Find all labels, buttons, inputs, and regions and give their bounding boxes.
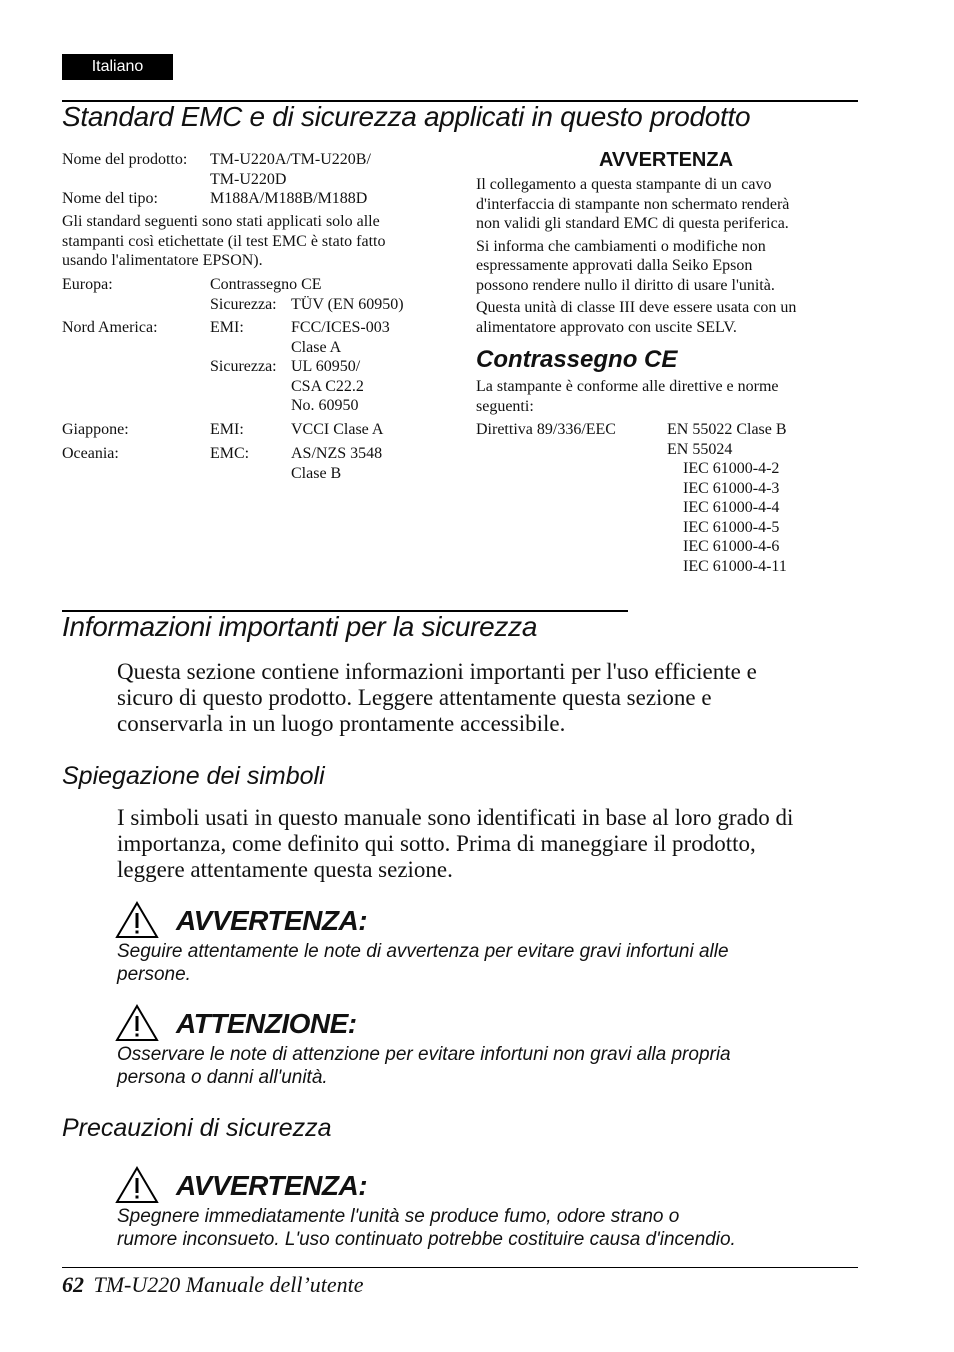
ce-mark-heading: Contrassegno CE [476,346,678,373]
region-value: Contrassegno CE [210,276,322,293]
footer [62,1272,364,1298]
warning-text-line: persone. [117,964,191,985]
product-name-value-2: TM-U220D [210,170,287,188]
warning-triangle-icon [115,1166,159,1204]
region-label: Nord America: [62,319,158,336]
emc-warning-heading: AVVERTENZA [598,149,734,171]
warning-line: Questa unità di classe III deve essere usata con un [476,299,797,316]
iec-norm: IEC 61000-4-4 [683,499,780,516]
emi-value-2: Clase A [291,338,342,356]
symbols-line: leggere attentamente questa sezione. [117,857,453,882]
symbols-line: I simboli usati in questo manuale sono identificati in base al loro grado di [117,805,794,830]
warning-line: Il collegamento a questa stampante di un cavo [476,176,772,193]
emi-value: VCCI Clase A [291,421,384,438]
section-title: Standard EMC e di sicurezza applicati in questo prodotto [62,101,751,132]
norm: EN 55024 [667,440,733,458]
type-name-label: Nome del tipo: [62,190,158,207]
ce-intro-line: La stampante è conforme alle direttive e norme [476,378,779,395]
precaution-warning-text [117,1205,887,1251]
warning-title: AVVERTENZA: [176,905,368,936]
caution-text-line: Osservare le note di attenzione per evitare infortuni non gravi alla propria [117,1044,731,1065]
symbols-heading: Spiegazione dei simboli [62,762,325,790]
safety-value-3: No. 60950 [291,397,359,414]
type-name-value: M188A/M188B/M188D [210,190,368,207]
region-label: Oceania: [62,445,119,462]
safety-intro [117,659,877,737]
safety-value: UL 60950/ [291,358,361,375]
emi-value: FCC/ICES-003 [291,319,390,336]
emc-value-2: Clase B [291,464,342,482]
safety-label: Sicurezza: [210,358,277,375]
standards-note-line: usando l'alimentatore EPSON). [62,252,263,269]
caution-title: ATTENZIONE: [176,1008,357,1039]
footer-rule [62,1267,858,1268]
manual-title: TM-U220 Manuale dell’utente [93,1272,364,1297]
warning-line: Si informa che cambiamenti o modifiche non [476,237,766,255]
warning-text-line: Seguire attentamente le note di avvertenza per evitare gravi infortuni alle [117,941,729,962]
iec-norm: IEC 61000-4-2 [683,460,780,477]
warning-line: alimentatore approvato con uscite SELV. [476,318,737,336]
caution-text-line: persona o danni all'unità. [117,1067,328,1088]
norm: EN 55022 Clase B [667,421,787,438]
warning-line: possono rendere nullo il diritto di usare l'unità. [476,276,775,294]
iec-norm: IEC 61000-4-11 [683,557,787,575]
warning-triangle-icon [115,901,159,939]
page-number: 62 [62,1272,84,1297]
warning-paragraph [476,298,861,337]
intro-line: Questa sezione contiene informazioni importanti per l'uso efficiente e [117,659,757,684]
caution-triangle-icon [115,1004,159,1042]
iec-norm: IEC 61000-4-5 [683,518,780,536]
warning-paragraph [476,175,861,234]
warning-line: non validi gli standard EMC di questa periferica. [476,215,789,232]
intro-line: conservarla in un luogo prontamente accessibile. [117,711,566,736]
precaution-text-line: rumore inconsueto. L'uso continuato potrebbe costituire causa d'incendio. [117,1229,736,1250]
warning-line: espressamente approvati dalla Seiko Epson [476,257,753,274]
intro-line: sicuro di questo prodotto. Leggere attentamente questa sezione e [117,685,712,710]
ce-mark-directives [476,420,861,580]
emi-label: EMI: [210,421,244,438]
emc-value: AS/NZS 3548 [291,445,383,462]
symbols-text [117,805,887,883]
symbols-line: importanza, come definito qui sotto. Prima di maneggiare il prodotto, [117,831,756,856]
standards-note-line: stampanti così etichettate (il test EMC è stato fatto [62,232,386,250]
emc-warning-text [476,175,861,337]
product-name-label: Nome del prodotto: [62,151,188,168]
emc-label: EMC: [210,445,250,462]
ce-mark-intro [476,377,861,416]
standards-table [62,150,452,490]
precautions-heading: Precauzioni di sicurezza [62,1114,332,1142]
precaution-warning-title: AVVERTENZA: [176,1170,368,1201]
precaution-text-line: Spegnere immediatamente l'unità se produce fumo, odore strano o [117,1206,680,1227]
warning-paragraph [476,237,861,296]
iec-norm: IEC 61000-4-3 [683,479,780,497]
caution-text [117,1043,877,1089]
safety-value-2: CSA C22.2 [291,377,364,395]
language-tab: Italiano [62,54,173,80]
safety-value: TÜV (EN 60950) [291,295,404,313]
product-name-value: TM-U220A/TM-U220B/ [210,151,371,168]
region-label: Giappone: [62,421,129,438]
region-label: Europa: [62,276,113,293]
standards-note-line: Gli standard seguenti sono stati applicati solo alle [62,213,380,230]
standards-note [62,212,442,271]
section-title: Informazioni importanti per la sicurezza [62,611,538,642]
warning-line: d'interfaccia di stampante non schermato renderà [476,195,790,213]
warning-text [117,940,877,986]
safety-label: Sicurezza: [210,295,277,313]
ce-intro-line: seguenti: [476,397,534,415]
directive-label: Direttiva 89/336/EEC [476,421,616,438]
emi-label: EMI: [210,319,244,336]
iec-norm: IEC 61000-4-6 [683,538,780,555]
